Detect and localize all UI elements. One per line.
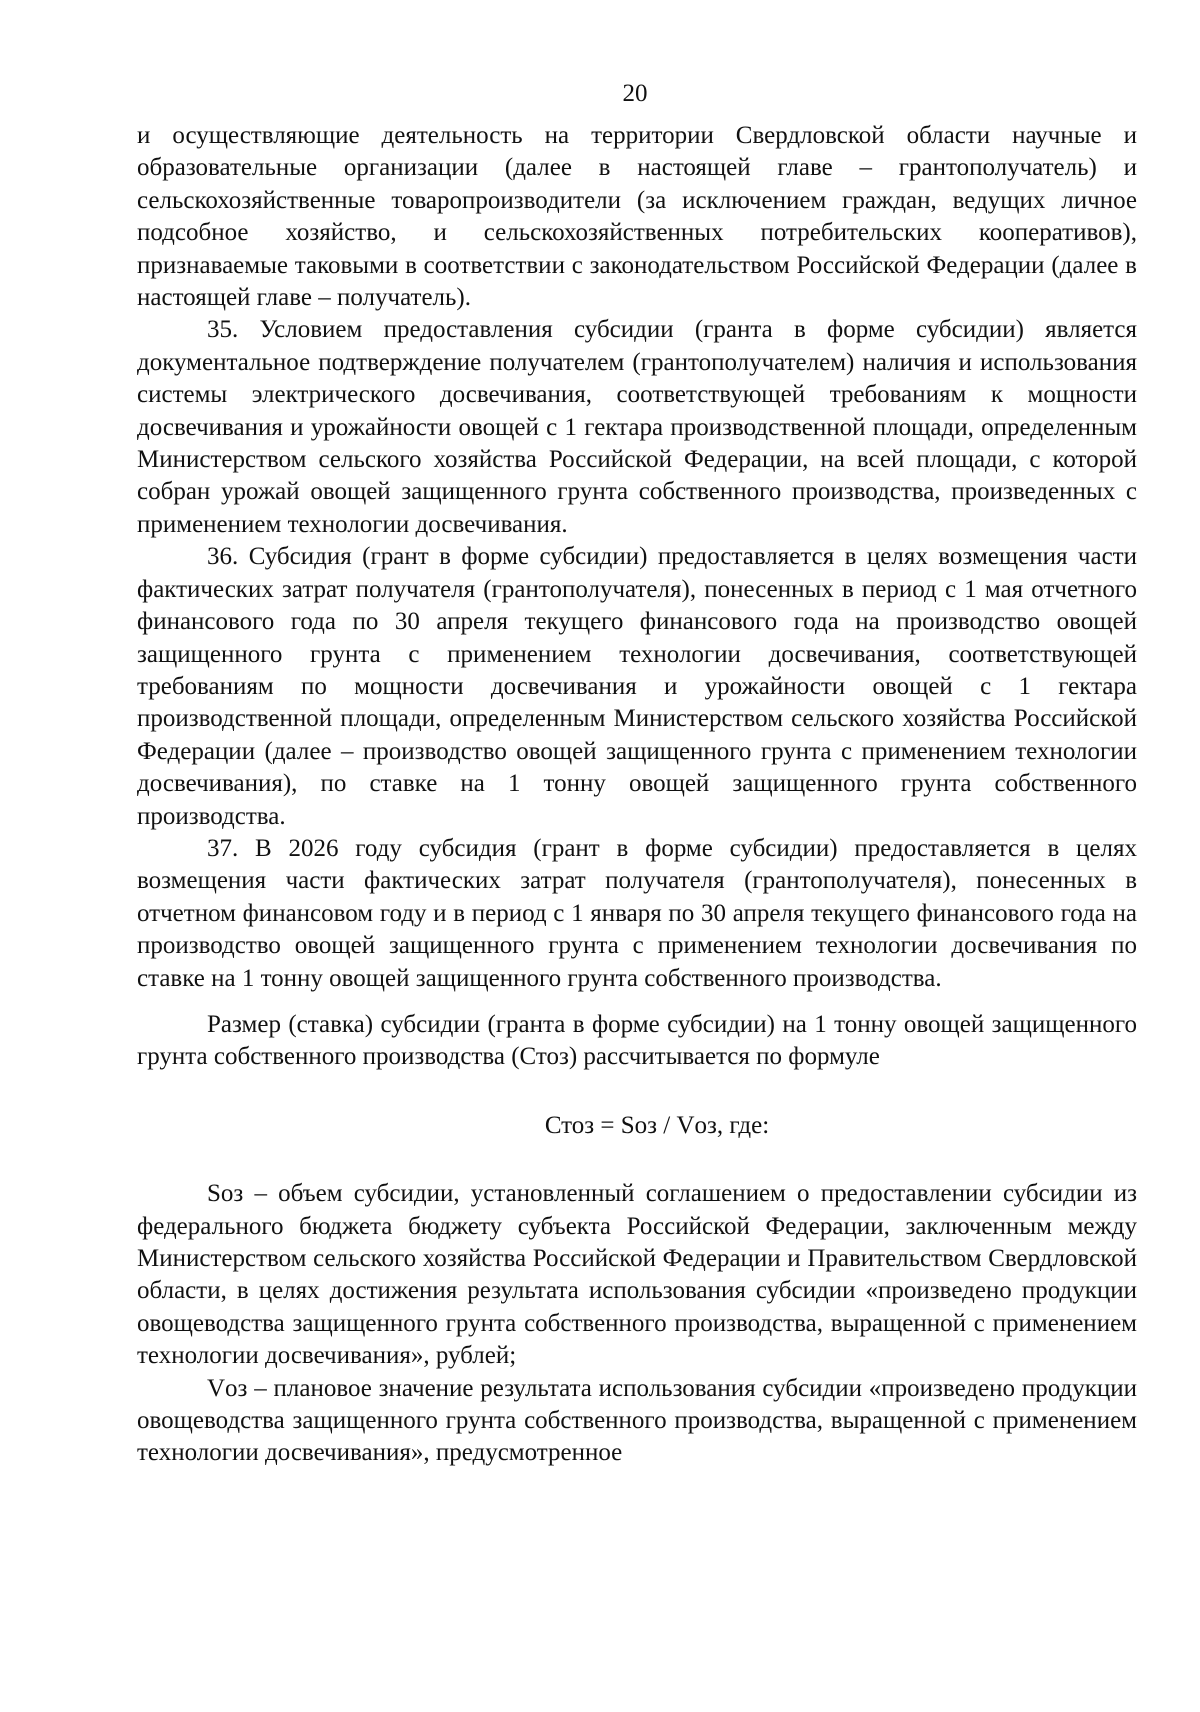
- definition-soz: Sоз – объем субсидии, установленный соглашением о предоставлении субсидии из федерального бюджета бюджету субъекта Российской Федерации, заключенным между Министерством сельского хозяйства Российской Федерации и Правительством Свердловской области, в целях достижения результата использования субсидии «произведено продукции овощеводства защищенного грунта собственного производства, выращенной с применением технологии досвечивания», рублей;: [137, 1180, 1137, 1370]
- paragraph-35: 35. Условием предоставления субсидии (гранта в форме субсидии) является документальное подтверждение получателем (грантополучателем) наличия и использования системы электрического досвечивания, соответствующей требованиям к мощности досвечивания и урожайности овощей с 1 гектара производственной площади, определенным Министерством сельского хозяйства Российской Федерации, на всей площади, с которой собран урожай овощей защищенного грунта собственного производства, произведенных с применением технологии досвечивания.: [137, 316, 1137, 538]
- definition-voz: Vоз – плановое значение результата использования субсидии «произведено продукции овощеводства защищенного грунта собственного производства, выращенной с применением технологии досвечивания», предусмотренное: [137, 1374, 1137, 1467]
- paragraph-rate-size: Размер (ставка) субсидии (гранта в форме субсидии) на 1 тонну овощей защищенного грунта собственного производства (Стоз) рассчитывается по формуле: [137, 1010, 1137, 1071]
- paragraph-continuation: и осуществляющие деятельность на территории Свердловской области научные и образовательные организации (далее в настоящей главе – грантополучатель) и сельскохозяйственные товаропроизводители (за исключением граждан, ведущих личное подсобное хозяйство, и сельскохозяйственных потребительских кооперативов), признаваемые таковыми в соответствии с законодательством Российской Федерации (далее в настоящей главе – получатель).: [137, 122, 1137, 312]
- paragraph-36: 36. Субсидия (грант в форме субсидии) предоставляется в целях возмещения части фактических затрат получателя (грантополучателя), понесенных в период с 1 мая отчетного финансового года по 30 апреля текущего финансового года на производство овощей защищенного грунта с применением технологии досвечивания, соответствующей требованиям по мощности досвечивания и урожайности овощей с 1 гектара производственной площади, определенным Министерством сельского хозяйства Российской Федерации (далее – производство овощей защищенного грунта с применением технологии досвечивания), по ставке на 1 тонну овощей защищенного грунта собственного производства.: [137, 543, 1137, 830]
- document-body: [137, 120, 1137, 1470]
- paragraph-37: 37. В 2026 году субсидия (грант в форме субсидии) предоставляется в целях возмещения части фактических затрат получателя (грантополучателя), понесенных в отчетном финансовом году и в период с 1 января по 30 апреля текущего финансового года на производство овощей защищенного грунта с применением технологии досвечивания по ставке на 1 тонну овощей защищенного грунта собственного производства.: [137, 834, 1137, 992]
- page-number: 20: [622, 80, 648, 107]
- formula: Стоз = Sоз / Vоз, где:: [544, 1111, 770, 1139]
